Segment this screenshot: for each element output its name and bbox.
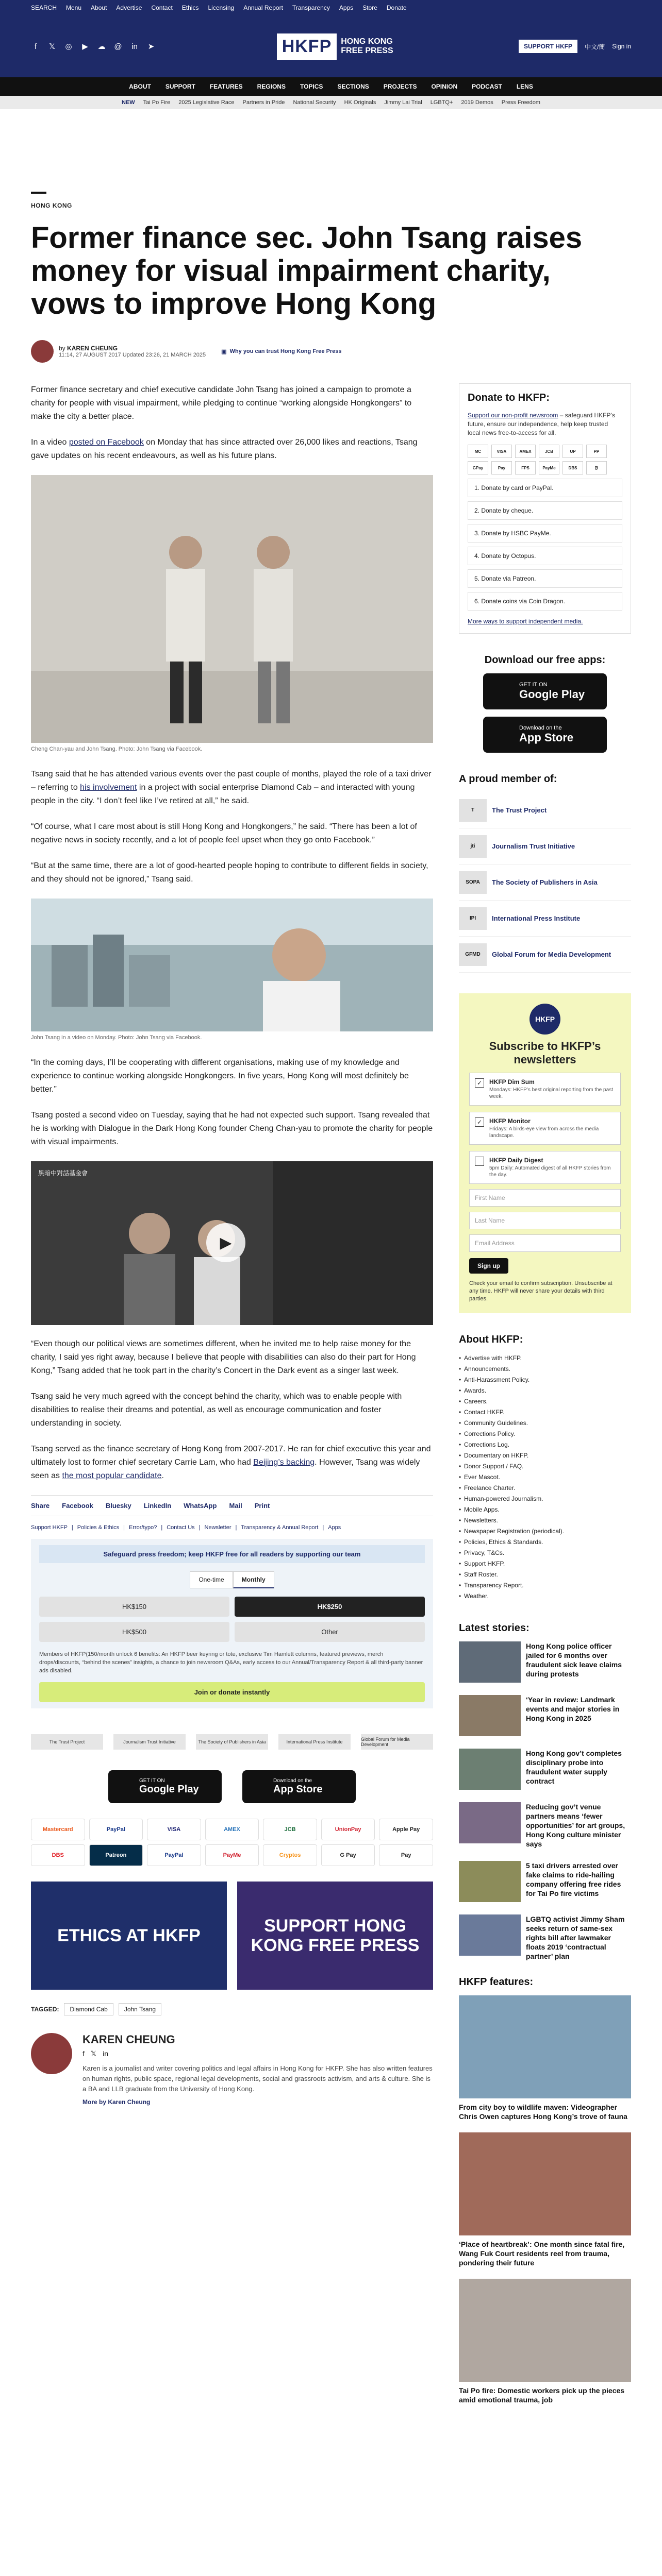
story-title[interactable]: 5 taxi drivers arrested over fake claims to ride-hailing company offering free rides for Tai Po fire victims xyxy=(526,1861,621,1897)
article-title: Former finance sec. John Tsang raises money for visual impairment charity, vows to improve Hong Kong xyxy=(31,221,583,320)
payment-icon[interactable]: Cryptos xyxy=(263,1844,317,1866)
story-title[interactable]: LGBTQ activist Jimmy Sham seeks return of same-sex rights bill after lawmaker floats 2019 ‘contractual partner’ plan xyxy=(526,1915,625,1960)
card-icon: PayMe xyxy=(539,461,559,474)
about-link[interactable]: • Advertise with HKFP. xyxy=(459,1353,631,1364)
join-donate-button[interactable]: Join or donate instantly xyxy=(39,1682,425,1702)
donate-option[interactable]: 6. Donate coins via Coin Dragon. xyxy=(468,592,622,611)
signin-link[interactable]: Sign in xyxy=(612,43,631,50)
card-icon: Pay xyxy=(491,461,512,474)
page-container xyxy=(31,192,631,2576)
about-link[interactable]: • Privacy, T&Cs. xyxy=(459,1548,631,1558)
member-org[interactable]: SOPA The Society of Publishers in Asia xyxy=(459,865,631,901)
member-org[interactable]: GFMD Global Forum for Media Development xyxy=(459,937,631,973)
gfmd-icon: GFMD xyxy=(459,943,487,966)
payment-icon[interactable]: JCB xyxy=(263,1819,317,1840)
hkfp-logo: HKFP xyxy=(529,1004,560,1035)
ethics-banner[interactable]: ETHICS AT HKFP xyxy=(31,1882,227,1990)
trust-project-icon: T xyxy=(459,799,487,822)
about-link[interactable]: • Anti-Harassment Policy. xyxy=(459,1375,631,1385)
topbar-donate[interactable]: Donate xyxy=(386,4,407,11)
article-photo-2 xyxy=(31,899,433,1031)
story-item[interactable] xyxy=(459,1749,631,1790)
ticker-item[interactable]: Tai Po Fire xyxy=(143,99,171,106)
story-item[interactable] xyxy=(459,1802,631,1849)
donate-text: Support our non-profit newsroom – safeguard HKFP’s future, ensure our independence, help keep trusted local news free-to-access for all. xyxy=(468,412,615,436)
nav-topics[interactable]: TOPICS xyxy=(300,83,323,90)
youtube-icon[interactable]: ▶ xyxy=(82,42,88,51)
paragraph: Former finance secretary and chief executive candidate John Tsang has joined a campaign to promote a charity for people with visual impairment, while pledging to continue “working alongside Hongkongers” to make the city a better place. xyxy=(31,385,412,421)
sidebar-heading: A proud member of: xyxy=(459,773,557,785)
latest-stories xyxy=(459,1641,631,1961)
card-icon: DBS xyxy=(562,461,583,474)
app-store-button[interactable]: Download on the App Store xyxy=(242,1770,356,1803)
sidebar-heading: Latest stories: xyxy=(459,1622,529,1634)
about-link[interactable]: • Newsletters. xyxy=(459,1515,631,1526)
partner-logo[interactable]: International Press Institute xyxy=(278,1734,351,1750)
donate-option[interactable]: 5. Donate via Patreon. xyxy=(468,569,622,588)
site-header xyxy=(0,15,662,77)
newsletter-note: Check your email to confirm subscription. Unsubscribe at any time. HKFP will never share your details with third parties. xyxy=(469,1280,613,1302)
app-store-button[interactable]: Download on the App Store xyxy=(483,717,607,753)
tab-monthly[interactable]: Monthly xyxy=(233,1571,274,1588)
payment-icon[interactable]: VISA xyxy=(147,1819,201,1840)
ticker-item[interactable]: Jimmy Lai Trial xyxy=(384,99,422,106)
card-icon: AMEX xyxy=(515,445,536,458)
ticker-item[interactable]: HK Originals xyxy=(344,99,376,106)
card-icon: FPS xyxy=(515,461,536,474)
topbar-store[interactable]: Store xyxy=(362,4,377,11)
card-icon: ₿ xyxy=(586,461,607,474)
amount-option-selected[interactable]: HK$250 xyxy=(235,1597,425,1617)
header-actions xyxy=(519,40,631,53)
feature-title[interactable]: Tai Po fire: Domestic workers pick up the pieces amid emotional trauma, job xyxy=(459,2386,625,2404)
share-bluesky[interactable]: Bluesky xyxy=(105,1502,131,1510)
paragraph: “But at the same time, there are a lot of good-hearted people hoping to contribute to different fields in society, and they should not be ignored,” Tsang said. xyxy=(31,861,428,884)
partner-logo[interactable]: The Society of Publishers in Asia xyxy=(196,1734,268,1750)
about-link[interactable]: • Careers. xyxy=(459,1396,631,1407)
ticker-item[interactable]: 2025 Legislative Race xyxy=(178,99,235,106)
tagged-label: TAGGED: xyxy=(31,2006,59,2013)
facebook-video-embed[interactable] xyxy=(31,1161,433,1325)
nav-opinion[interactable]: OPINION xyxy=(431,83,458,90)
about-link[interactable]: • Community Guidelines. xyxy=(459,1418,631,1429)
story-thumbnail[interactable] xyxy=(459,1641,521,1683)
payment-icon[interactable]: Mastercard xyxy=(31,1819,85,1840)
donate-option[interactable]: 2. Donate by cheque. xyxy=(468,501,622,520)
ticker-item[interactable]: LGBTQ+ xyxy=(430,99,453,106)
author-photo[interactable] xyxy=(31,2033,72,2074)
tag-chip[interactable]: John Tsang xyxy=(119,2003,161,2015)
footer-link[interactable]: Contact Us xyxy=(167,1524,195,1531)
ipi-icon: IPI xyxy=(459,907,487,930)
email-field[interactable]: Email Address xyxy=(469,1234,621,1252)
footer-link[interactable]: Newsletter xyxy=(204,1524,231,1531)
article-dates: 11:14, 27 AUGUST 2017 Updated 23:26, 21 MARCH 2025 xyxy=(59,352,206,358)
footer-link[interactable]: Policies & Ethics xyxy=(77,1524,120,1531)
feature-stories xyxy=(459,1995,631,2404)
topbar-licensing[interactable]: Licensing xyxy=(208,4,235,11)
author-name[interactable]: KAREN CHEUNG xyxy=(67,345,118,352)
sidebar-heading: Download our free apps: xyxy=(484,654,606,666)
payment-icon[interactable]: UnionPay xyxy=(321,1819,375,1840)
newsletter-title: Subscribe to HKFP’s newsletters xyxy=(489,1040,601,1066)
about-link[interactable]: • Documentary on HKFP. xyxy=(459,1450,631,1461)
support-banner[interactable]: SUPPORT HONG KONG FREE PRESS xyxy=(237,1882,433,1990)
partner-logo[interactable]: Journalism Trust Initiative xyxy=(113,1734,186,1750)
ticker-item[interactable]: Partners in Pride xyxy=(242,99,285,106)
story-thumbnail[interactable] xyxy=(459,1695,521,1736)
member-list xyxy=(459,792,631,973)
story-thumbnail[interactable] xyxy=(459,1749,521,1790)
article-photo-1 xyxy=(31,475,433,743)
card-icon: PP xyxy=(586,445,607,458)
paragraph: Tsang said he very much agreed with the concept behind the charity, which was to enable people with disabilities to realise their dreams and potential, as well as encourage communication and foster understanding in society. xyxy=(31,1392,402,1428)
checkbox[interactable] xyxy=(475,1157,484,1166)
main-nav xyxy=(0,77,662,96)
bluesky-icon[interactable]: ☁ xyxy=(97,42,106,51)
footer-link[interactable]: Support HKFP xyxy=(31,1524,68,1531)
story-thumbnail[interactable] xyxy=(459,1802,521,1843)
checkbox[interactable]: ✓ xyxy=(475,1078,484,1088)
sidebar-heading: HKFP features: xyxy=(459,1976,534,1988)
amount-option[interactable]: HK$500 xyxy=(39,1622,229,1642)
beijing-backing-link[interactable]: Beijing’s backing xyxy=(253,1458,315,1467)
more-ways-link[interactable]: More ways to support independent media. xyxy=(468,618,583,625)
about-link[interactable]: • Transparency Report. xyxy=(459,1580,631,1591)
payment-icon[interactable]: Pay xyxy=(379,1844,433,1866)
about-link[interactable]: • Newspaper Registration (periodical). xyxy=(459,1526,631,1537)
donate-widget xyxy=(31,1539,433,1708)
facebook-post-link[interactable]: posted on Facebook xyxy=(69,438,144,447)
story-item[interactable] xyxy=(459,1641,631,1683)
footer-link[interactable]: Apps xyxy=(328,1524,341,1531)
payment-icon[interactable]: PayPal xyxy=(147,1844,201,1866)
topbar-transparency[interactable]: Transparency xyxy=(292,4,330,11)
paragraph: Tsang said that he has attended various events over the past couple of months, played the role of a taxi driver – referring to his involvement in a project with social enterprise Diamond Cab – and interacted with young people in the city. “I don’t feel like I’ve retired at all,” he said. xyxy=(31,770,432,805)
author-bio: Karen is a journalist and writer covering politics and legal affairs in Hong Kong for HKFP. She has also written features on human rights, public space, regional legal developments, social and grassroots activism, and arts & culture. She is a BA and LLB graduate from the University of Hong Kong. xyxy=(82,2064,433,2093)
paragraph: “In the coming days, I’ll be cooperating with different organisations, making use of my knowledge and experience to continue working alongside Hongkongers. In five years, Hong Kong will most definitely be better.” xyxy=(31,1058,409,1094)
about-link[interactable]: • Corrections Policy. xyxy=(459,1429,631,1439)
nav-lens[interactable]: LENS xyxy=(516,83,533,90)
trust-link[interactable] xyxy=(221,348,341,355)
donation-amounts xyxy=(39,1597,425,1642)
signup-button[interactable]: Sign up xyxy=(469,1258,508,1274)
feature-title[interactable]: ‘Place of heartbreak’: One month since fatal fire, Wang Fuk Court residents reel from trauma, pondering their future xyxy=(459,2240,625,2267)
play-icon[interactable]: ▶ xyxy=(206,1223,245,1262)
topbar-advertise[interactable]: Advertise xyxy=(116,4,142,11)
about-link[interactable]: • Corrections Log. xyxy=(459,1439,631,1450)
share-linkedin[interactable]: LinkedIn xyxy=(143,1502,172,1510)
payment-icon[interactable]: PayPal xyxy=(89,1819,143,1840)
about-link[interactable]: • Weather. xyxy=(459,1591,631,1602)
sidebar-about xyxy=(459,1334,631,1602)
sidebar-features xyxy=(459,1976,631,2404)
card-icon: MC xyxy=(468,445,488,458)
nav-support[interactable]: SUPPORT xyxy=(165,83,195,90)
feature-item[interactable] xyxy=(459,1995,631,2121)
topbar-ethics[interactable]: Ethics xyxy=(181,4,199,11)
feature-thumbnail[interactable] xyxy=(459,2279,631,2382)
promo-banners xyxy=(31,1882,433,1990)
footer-link[interactable]: Error/typo? xyxy=(128,1524,157,1531)
author-box xyxy=(31,2033,433,2106)
donate-option[interactable]: 1. Donate by card or PayPal. xyxy=(468,479,622,497)
feature-thumbnail[interactable] xyxy=(459,2132,631,2235)
topbar-about[interactable]: About xyxy=(91,4,107,11)
about-link[interactable]: • Contact HKFP. xyxy=(459,1407,631,1418)
google-play-button[interactable]: GET IT ON Google Play xyxy=(108,1770,222,1803)
payment-icon[interactable]: Patreon xyxy=(89,1844,143,1866)
paragraph: In a video posted on Facebook on Monday that has since attracted over 26,000 likes and reactions, Tsang gave updates on his recent endeavours, as well as his future plans. xyxy=(31,438,418,460)
paragraph: “Even though our political views are sometimes different, when he invited me to help raise money for the charity, I said yes right away, because I believe that people with disabilities can also do their part for Hong Kong,” Tsang added that he took part in the charity’s Concert in the Dark event as a singer last week. xyxy=(31,1340,416,1375)
about-link[interactable]: • Awards. xyxy=(459,1385,631,1396)
member-org[interactable]: IPI International Press Institute xyxy=(459,901,631,937)
amount-option-other[interactable]: Other xyxy=(235,1622,425,1642)
nav-sections[interactable]: SECTIONS xyxy=(337,83,369,90)
sidebar-heading: Donate to HKFP: xyxy=(468,392,550,403)
partner-logos-row xyxy=(31,1729,433,1755)
donate-option[interactable]: 4. Donate by Octopus. xyxy=(468,547,622,565)
feature-title[interactable]: From city boy to wildlife maven: Videographer Chris Owen captures Hong Kong’s trove of fauna xyxy=(459,2103,627,2121)
topbar-menu[interactable]: Menu xyxy=(66,4,82,11)
about-link[interactable]: • Support HKFP. xyxy=(459,1558,631,1569)
topbar-annual-report[interactable]: Annual Report xyxy=(243,4,283,11)
photo-caption: John Tsang in a video on Monday. Photo: John Tsang via Facebook. xyxy=(31,1035,202,1041)
story-item[interactable] xyxy=(459,1914,631,1961)
about-link[interactable]: • Staff Roster. xyxy=(459,1569,631,1580)
category-rule xyxy=(31,192,46,194)
safeguard-banner[interactable]: Safeguard press freedom; keep HKFP free for all readers by supporting our team xyxy=(39,1545,425,1563)
story-title[interactable]: Hong Kong police officer jailed for 6 months over fraudulent sick leave claims during protests xyxy=(526,1642,622,1678)
nav-features[interactable]: FEATURES xyxy=(209,83,243,90)
article-footer-links: Support HKFP | Policies & Ethics | Error/typo? | Contact Us | Newsletter | Transparency & Annual Report | Apps xyxy=(31,1524,341,1531)
telegram-icon[interactable]: ➤ xyxy=(147,42,155,51)
sidebar-memberships xyxy=(459,773,631,973)
feature-item[interactable] xyxy=(459,2132,631,2267)
more-by-author-link[interactable]: More by Karen Cheung xyxy=(82,2098,151,2106)
payment-icon[interactable]: Apple Pay xyxy=(379,1819,433,1840)
tab-one-time[interactable]: One-time xyxy=(190,1571,233,1588)
about-link[interactable]: • Mobile Apps. xyxy=(459,1504,631,1515)
amount-option[interactable]: HK$150 xyxy=(39,1597,229,1617)
nav-projects[interactable]: PROJECTS xyxy=(383,83,417,90)
topic-ticker xyxy=(0,96,662,109)
sidebar xyxy=(459,383,631,2416)
nav-podcast[interactable]: PODCAST xyxy=(472,83,502,90)
payment-icon[interactable]: G Pay xyxy=(321,1844,375,1866)
article-body xyxy=(31,383,433,2106)
support-hkfp-button[interactable]: SUPPORT HKFP xyxy=(519,40,577,53)
sidebar-heading: About HKFP: xyxy=(459,1334,523,1345)
sidebar-apps xyxy=(459,654,631,753)
feature-item[interactable] xyxy=(459,2279,631,2404)
sopa-icon: SOPA xyxy=(459,871,487,894)
tags-row xyxy=(31,2003,433,2015)
about-link[interactable]: • Policies, Ethics & Standards. xyxy=(459,1537,631,1548)
sidebar-donate xyxy=(459,383,631,634)
facebook-icon[interactable]: f xyxy=(82,2049,85,2058)
popular-candidate-link[interactable]: the most popular candidate xyxy=(62,1471,162,1480)
social-icons xyxy=(31,42,156,51)
story-title[interactable]: Reducing gov’t venue partners means ‘fewer opportunities’ for art groups, Hong Kong culture minister says xyxy=(526,1803,625,1848)
x-icon[interactable]: 𝕏 xyxy=(48,42,56,51)
sidebar-latest xyxy=(459,1622,631,1961)
topbar-contact[interactable]: Contact xyxy=(151,4,173,11)
share-mail[interactable]: Mail xyxy=(229,1502,242,1510)
site-logo[interactable] xyxy=(277,33,398,60)
paragraph: “Of course, what I care most about is still Hong Kong and Hongkongers,” he said. “There has been a lot of negative news in society recently, and a lot of people feel upset when they go onto Facebook.” xyxy=(31,822,417,844)
about-link[interactable]: • Announcements. xyxy=(459,1364,631,1375)
feature-thumbnail[interactable] xyxy=(459,1995,631,2098)
author-avatar[interactable] xyxy=(31,340,54,363)
trust-label: Why you can trust Hong Kong Free Press xyxy=(229,348,342,354)
trust-icon: ▣ xyxy=(221,348,227,355)
paragraph: Tsang served as the finance secretary of Hong Kong from 2007-2017. He ran for chief executive this year and ultimately lost to former chief secretary Carrie Lam, who had Beijing’s backing. However, Tsang was widely seen as the most popular candidate. xyxy=(31,1445,431,1480)
x-icon[interactable]: 𝕏 xyxy=(90,2049,97,2058)
card-icon: VISA xyxy=(491,445,512,458)
payment-icon[interactable]: DBS xyxy=(31,1844,85,1866)
story-thumbnail[interactable] xyxy=(459,1861,521,1902)
paragraph: Tsang posted a second video on Tuesday, saying that he had not expected such support. Tsang revealed that he is working with Dialogue in the Dark Hong Kong founder Cheng Chan-yau to promote the charity for people with visual impairments. xyxy=(31,1111,433,1146)
checkbox[interactable]: ✓ xyxy=(475,1117,484,1127)
topbar-search[interactable]: SEARCH xyxy=(31,4,57,11)
threads-icon[interactable]: @ xyxy=(114,42,122,51)
story-title[interactable]: Hong Kong gov’t completes disciplinary probe into fraudulent water supply contract xyxy=(526,1749,622,1785)
footer-link[interactable]: Transparency & Annual Report xyxy=(241,1524,319,1531)
about-link[interactable]: • Human-powered Journalism. xyxy=(459,1494,631,1504)
share-bar xyxy=(31,1495,433,1516)
tag-chip[interactable]: Diamond Cab xyxy=(64,2003,113,2015)
card-icon: UP xyxy=(562,445,583,458)
ticker-item[interactable]: 2019 Demos xyxy=(461,99,493,106)
instagram-icon[interactable]: ◎ xyxy=(65,42,72,51)
author-social xyxy=(82,2049,433,2058)
ticker-item[interactable]: National Security xyxy=(293,99,336,106)
newsletter-signup xyxy=(459,993,631,1313)
video-title: 黑暗中對話基金會 xyxy=(38,1170,88,1177)
photo-illustration xyxy=(31,899,433,1031)
story-item[interactable] xyxy=(459,1695,631,1736)
linkedin-icon[interactable]: in xyxy=(131,42,138,51)
share-whatsapp[interactable]: WhatsApp xyxy=(184,1502,217,1510)
topbar-apps[interactable]: Apps xyxy=(339,4,354,11)
nav-about[interactable]: ABOUT xyxy=(129,83,151,90)
google-play-button[interactable]: GET IT ON Google Play xyxy=(483,673,607,709)
newsletter-option[interactable]: ✓ HKFP Monitor Fridays: A birds-eye view from across the media landscape. xyxy=(469,1112,621,1145)
newsletter-option[interactable]: HKFP Daily Digest 5pm Daily: Automated digest of all HKFP stories from the day. xyxy=(469,1151,621,1184)
nav-regions[interactable]: REGIONS xyxy=(257,83,286,90)
app-store-buttons xyxy=(31,1770,433,1803)
payment-methods xyxy=(31,1819,433,1866)
card-icon: JCB xyxy=(539,445,559,458)
share-label: Share xyxy=(31,1502,50,1510)
photo-caption: Cheng Chan-yau and John Tsang. Photo: John Tsang via Facebook. xyxy=(31,746,203,752)
last-name-field[interactable]: Last Name xyxy=(469,1212,621,1229)
photo-illustration xyxy=(31,475,433,743)
content-columns xyxy=(31,383,631,2576)
about-link[interactable]: • Donor Support / FAQ. xyxy=(459,1461,631,1472)
member-org[interactable]: jti Journalism Trust Initiative xyxy=(459,828,631,865)
language-switch[interactable]: 中文/簡 xyxy=(584,43,605,50)
payment-icon[interactable]: PayMe xyxy=(205,1844,259,1866)
donation-frequency-tabs xyxy=(39,1571,425,1588)
about-link[interactable]: • Freelance Charter. xyxy=(459,1483,631,1494)
story-item[interactable] xyxy=(459,1861,631,1902)
share-print[interactable]: Print xyxy=(254,1502,270,1510)
payment-cards xyxy=(468,445,622,474)
by-label: by xyxy=(59,345,65,352)
facebook-icon[interactable]: f xyxy=(34,42,37,51)
byline xyxy=(31,340,631,363)
first-name-field[interactable]: First Name xyxy=(469,1189,621,1207)
share-facebook[interactable]: Facebook xyxy=(62,1502,93,1510)
ticker-item[interactable]: Press Freedom xyxy=(501,99,540,106)
top-utility-bar xyxy=(0,0,662,15)
donate-option[interactable]: 3. Donate by HSBC PayMe. xyxy=(468,524,622,543)
author-box-name[interactable]: KAREN CHEUNG xyxy=(82,2033,175,2046)
payment-icon[interactable]: AMEX xyxy=(205,1819,259,1840)
member-org[interactable]: T The Trust Project xyxy=(459,792,631,828)
about-links xyxy=(459,1353,631,1602)
linkedin-icon[interactable]: in xyxy=(103,2049,109,2058)
article-category[interactable]: HONG KONG xyxy=(31,202,72,209)
membership-benefits: Members of HKFP(150/month unlock 6 benefits: An HKFP beer keyring or tote, exclusive Tim Hamlett columns, featured previews, merch drops/discounts, “behind the scenes” insights, a chance to join newsroom Q&As, early access to our Annual/Transparency Report & all third-party banner ads disabled. xyxy=(39,1651,423,1674)
card-icon: GPay xyxy=(468,461,488,474)
story-title[interactable]: ‘Year in review: Landmark events and major stories in Hong Kong in 2025 xyxy=(526,1696,620,1722)
logo-text: HONG KONG FREE PRESS xyxy=(341,37,393,55)
partner-logo[interactable]: Global Forum for Media Development xyxy=(361,1734,433,1750)
involvement-link[interactable]: his involvement xyxy=(80,783,137,792)
partner-logo[interactable]: The Trust Project xyxy=(31,1734,103,1750)
jti-icon: jti xyxy=(459,835,487,858)
about-link[interactable]: • Ever Mascot. xyxy=(459,1472,631,1483)
newsletter-option[interactable]: ✓ HKFP Dim Sum Mondays: HKFP’s best original reporting from the past week. xyxy=(469,1073,621,1106)
story-thumbnail[interactable] xyxy=(459,1914,521,1956)
donate-link[interactable]: Support our non-profit newsroom xyxy=(468,412,558,419)
logo-mark: HKFP xyxy=(277,33,337,60)
ticker-new-label: NEW xyxy=(122,99,135,106)
